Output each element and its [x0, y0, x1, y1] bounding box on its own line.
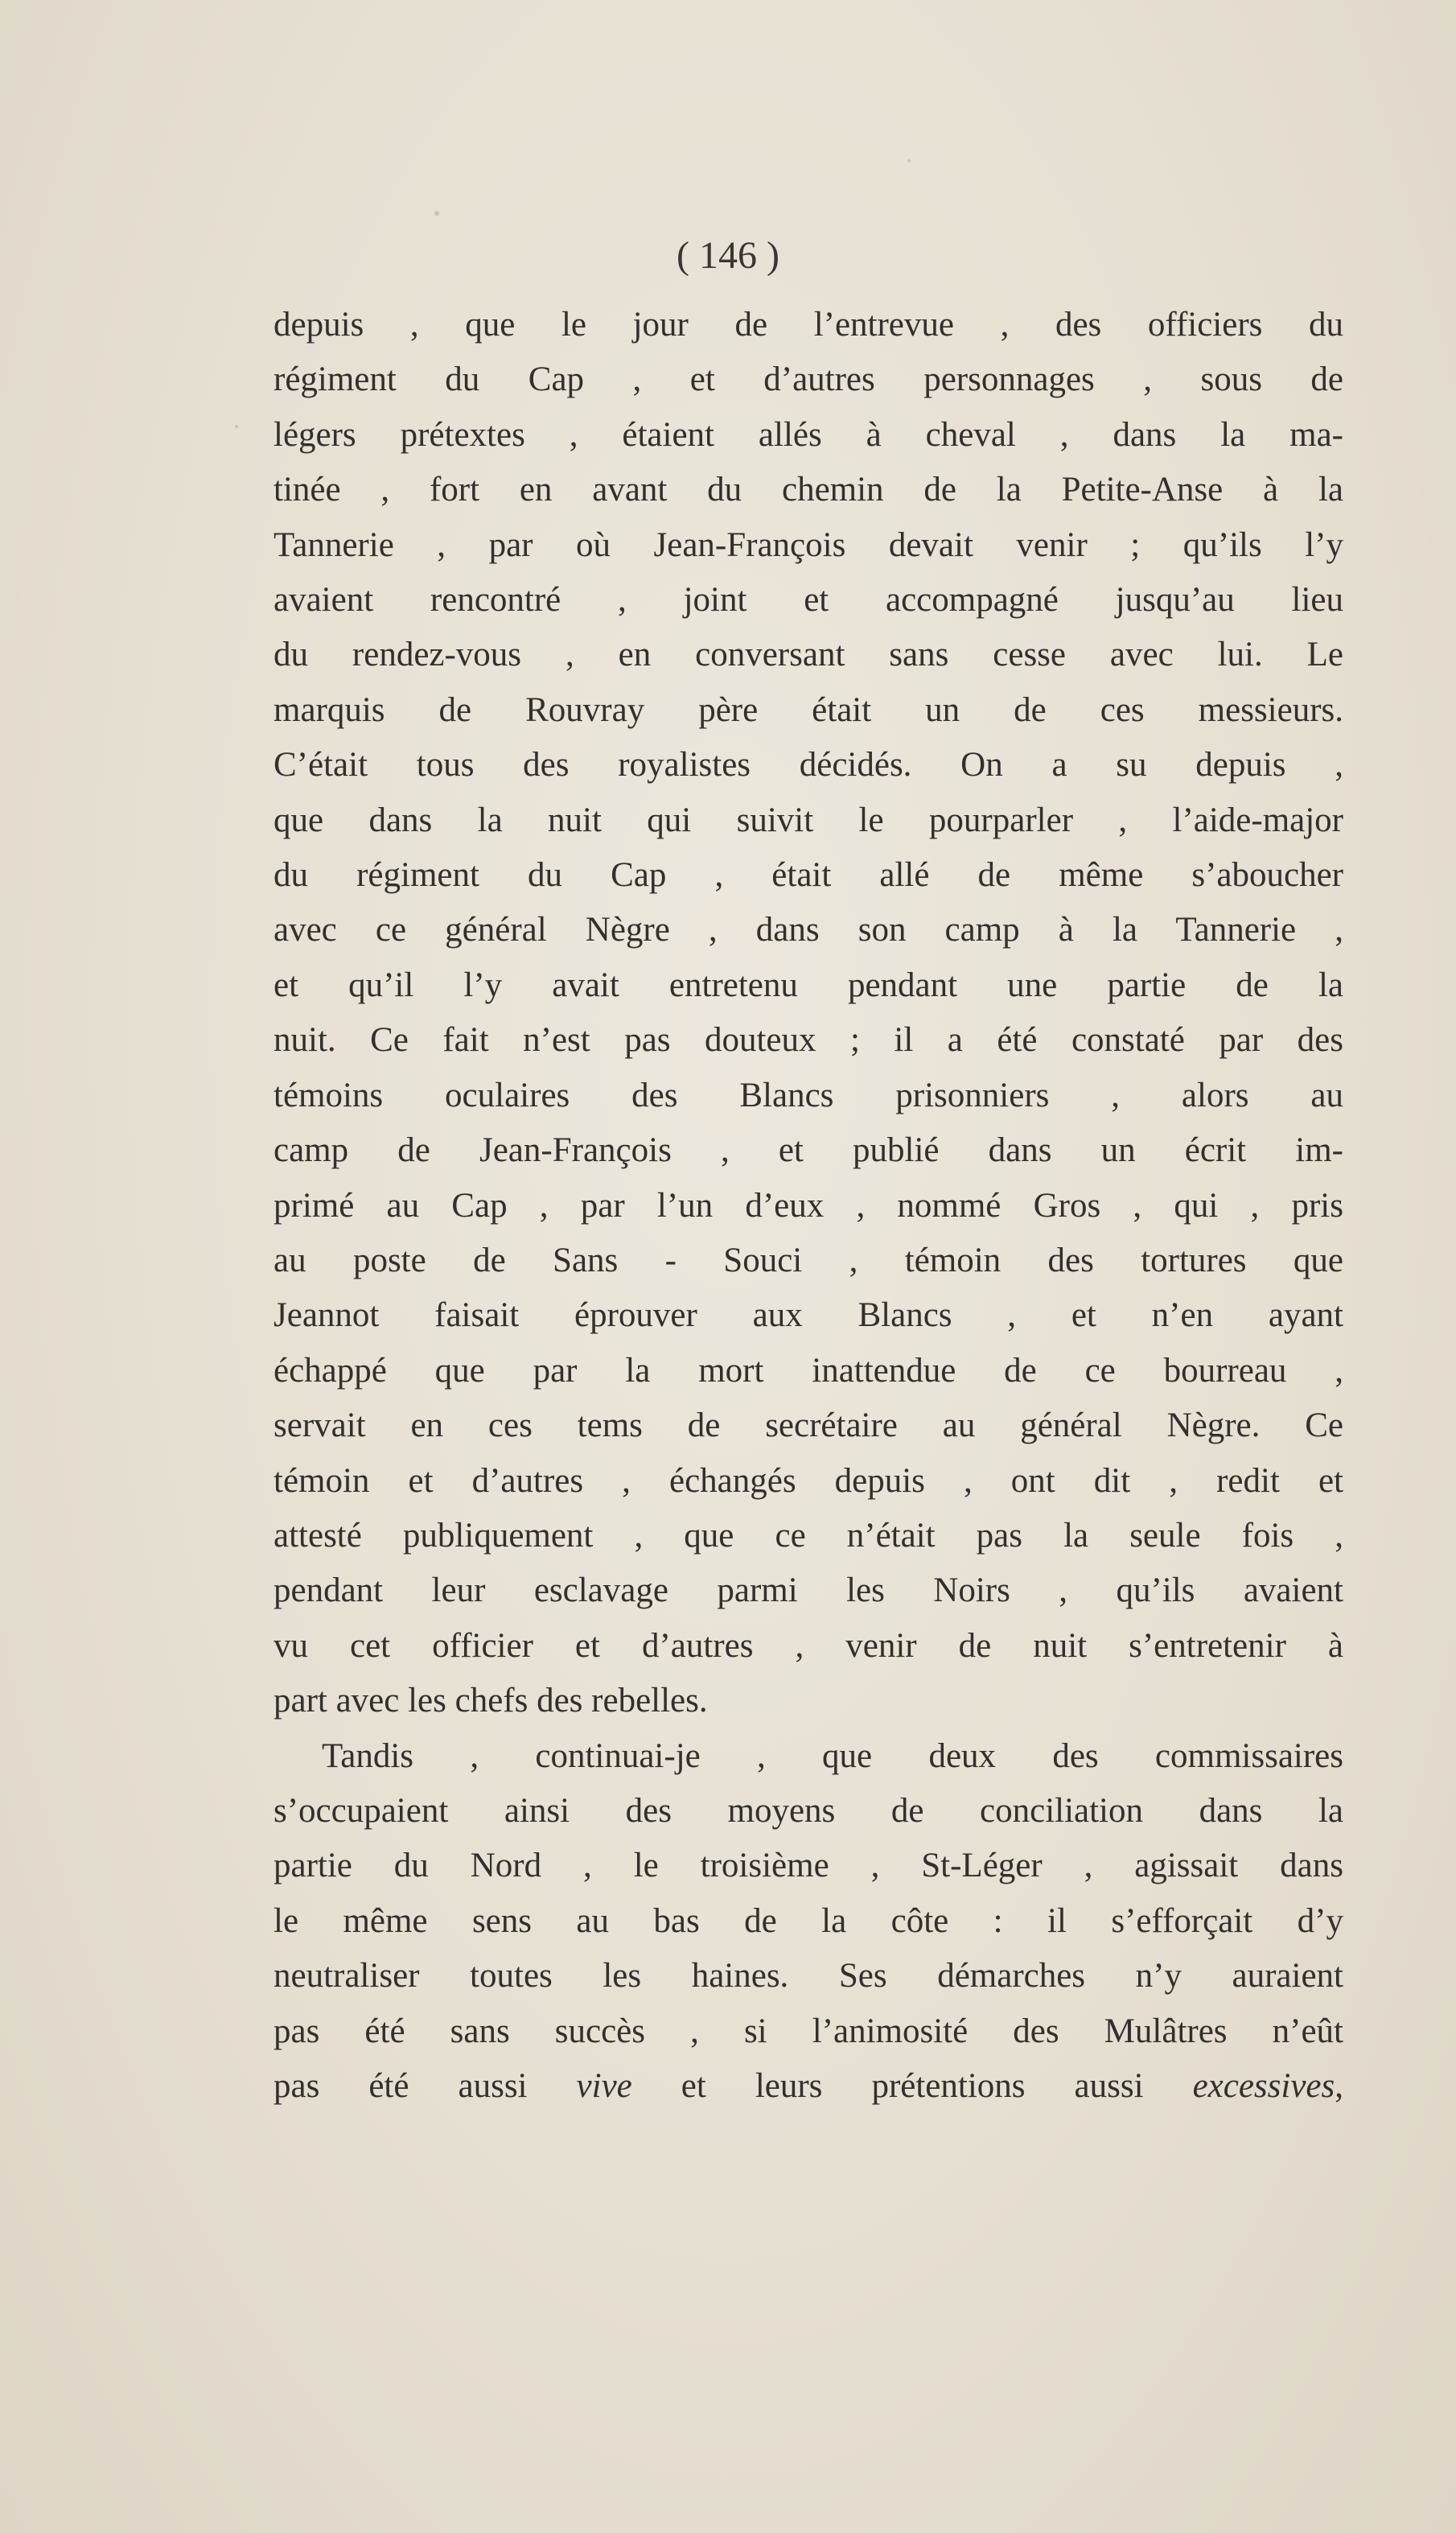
text-segment: , [1335, 2067, 1343, 2105]
text-segment: pas été aussi [274, 2067, 577, 2105]
text-line: C’était tous des royalistes décidés. On a su depuis , [274, 746, 1343, 785]
text-line: et qu’il l’y avait entretenu pendant une partie de la [274, 966, 1343, 1004]
text-line: primé au Cap , par l’un d’eux , nommé Gros , qui , pris [274, 1186, 1343, 1225]
text-line: vu cet officier et d’autres , venir de nuit s’entretenir à [274, 1626, 1343, 1665]
text-line: légers prétextes , étaient allés à cheval , dans la ma- [274, 415, 1343, 454]
text-line: avaient rencontré , joint et accompagné jusqu’au lieu [274, 581, 1343, 620]
text-line: Tannerie , par où Jean-François devait venir ; qu’ils l’y [274, 525, 1343, 564]
text-line: pendant leur esclavage parmi les Noirs , qu’ils avaient [274, 1571, 1343, 1610]
text-line: part avec les chefs des rebelles. [274, 1682, 708, 1720]
text-line: pas été sans succès , si l’animosité des Mulâtres n’eût [274, 2012, 1343, 2050]
text-line: marquis de Rouvray père était un de ces messieurs. [274, 690, 1343, 729]
text-line: Tandis , continuai-je , que deux des commissaires [322, 1736, 1343, 1775]
page-number: ( 146 ) [677, 234, 779, 277]
italic-word: vive [576, 2067, 632, 2105]
text-line: s’occupaient ainsi des moyens de conciliation dans la [274, 1791, 1343, 1830]
text-segment: et leurs prétentions aussi [631, 2067, 1193, 2105]
text-line: du rendez-vous , en conversant sans cesse avec lui. Le [274, 636, 1343, 674]
text-line: que dans la nuit qui suivit le pourparler , l’aide-major [274, 801, 1343, 839]
paper-speck [907, 159, 911, 163]
text-line: échappé que par la mort inattendue de ce bourreau , [274, 1351, 1343, 1390]
text-line: Jeannot faisait éprouver aux Blancs , et n’en ayant [274, 1296, 1343, 1335]
text-line: témoins oculaires des Blancs prisonniers , alors au [274, 1076, 1343, 1114]
text-line-final [274, 2059, 1343, 2114]
text-line: attesté publiquement , que ce n’était pas la seule fois , [274, 1516, 1343, 1555]
paragraph-1 [274, 298, 1343, 1729]
paragraph-2 [274, 1729, 1343, 2115]
text-line: tinée , fort en avant du chemin de la Petite-Anse à la [274, 471, 1343, 509]
text-line: depuis , que le jour de l’entrevue , des officiers du [274, 306, 1343, 344]
text-line: servait en ces tems de secrétaire au général Nègre. Ce [274, 1407, 1343, 1445]
paper-speck [235, 425, 238, 428]
text-line: avec ce général Nègre , dans son camp à la Tannerie , [274, 911, 1343, 949]
paper-speck [434, 211, 439, 216]
text-line: partie du Nord , le troisième , St-Léger , agissait dans [274, 1847, 1343, 1885]
body-text [274, 298, 1343, 2114]
text-line: du régiment du Cap , était allé de même s’aboucher [274, 856, 1343, 895]
text-line: neutraliser toutes les haines. Ses démarches n’y auraient [274, 1957, 1343, 1996]
text-line: camp de Jean-François , et publié dans un écrit im- [274, 1131, 1343, 1170]
italic-word: excessives [1192, 2067, 1335, 2105]
text-line: régiment du Cap , et d’autres personnages , sous de [274, 360, 1343, 399]
text-line: au poste de Sans - Souci , témoin des tortures que [274, 1241, 1343, 1279]
text-line: témoin et d’autres , échangés depuis , ont dit , redit et [274, 1461, 1343, 1500]
text-line: nuit. Ce fait n’est pas douteux ; il a été constaté par des [274, 1021, 1343, 1060]
text-line: le même sens au bas de la côte : il s’efforçait d’y [274, 1901, 1343, 1940]
